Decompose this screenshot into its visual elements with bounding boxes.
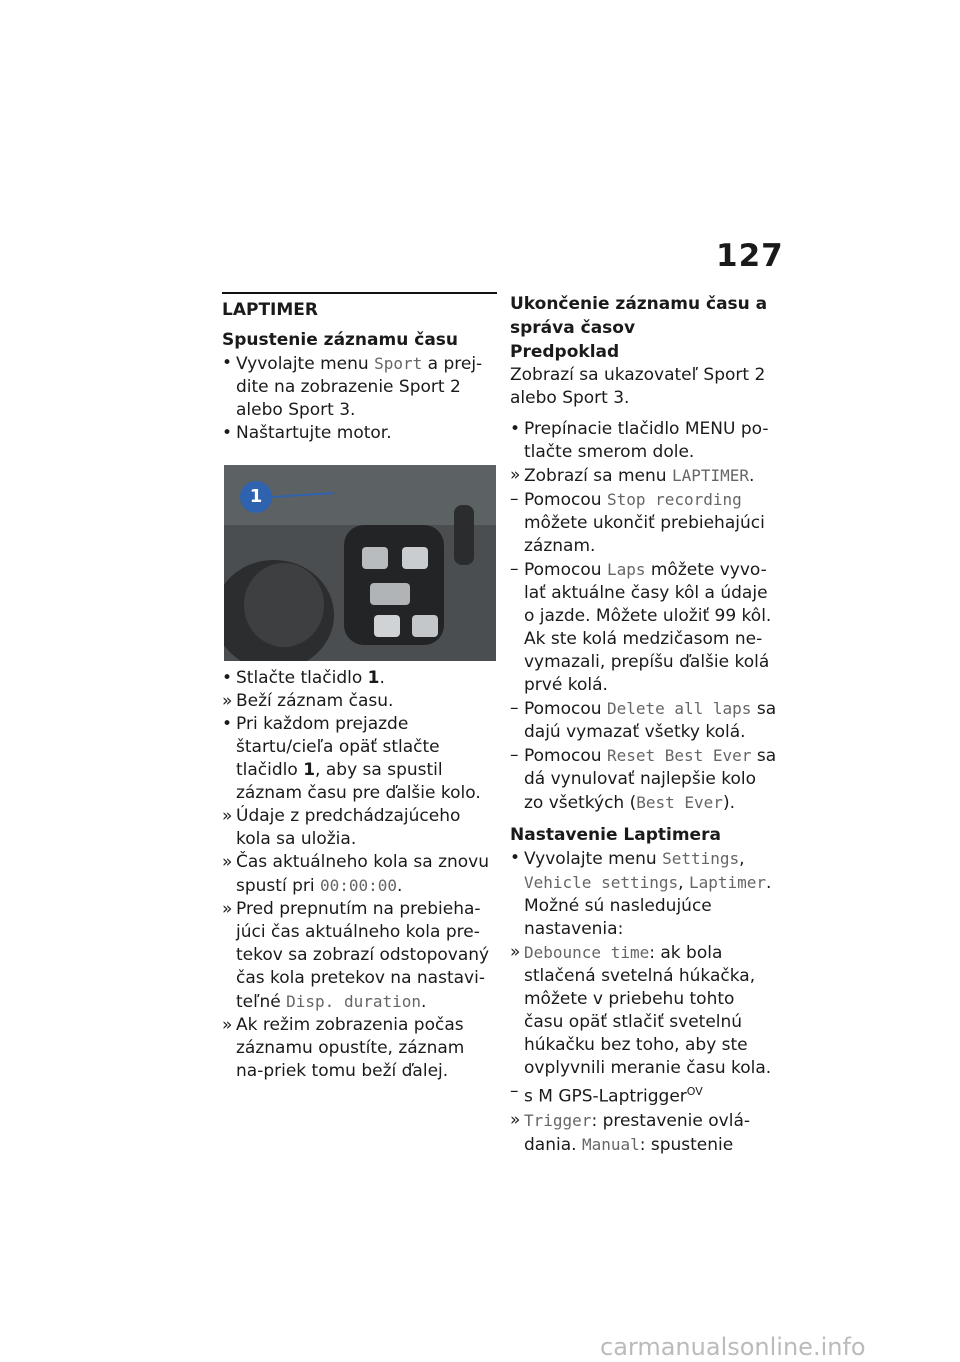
prerequisite-text: Zobrazí sa ukazovateľ Sport 2 alebo Sport 3. xyxy=(510,365,766,408)
page-number: 127 xyxy=(716,238,784,274)
list-item: – Pomocou Delete all laps sa dajú vymazať všetky kolá. xyxy=(510,698,777,742)
list-item: • Pri každom prejazde štartu/cieľa opäť stlačte tlačidlo 1, aby sa spustil záznam času pre ďalšie kolo. xyxy=(222,714,481,803)
list-item: • Vyvolajte menu Sport a prej-dite na zobrazenie Sport 2 alebo Sport 3. xyxy=(222,353,483,420)
list-item: » Ak režim zobrazenia počas záznamu opustíte, záznam na-priek tomu beží ďalej. xyxy=(222,1015,465,1081)
list-item: – Pomocou Laps môžete vyvo-lať aktuálne časy kôl a údaje o jazde. Môžete uložiť 99 kôl. Ak ste kolá medzičasom ne-vymazali, prepíšu ďalšie kolá prvé kolá. xyxy=(510,559,772,695)
right-column xyxy=(510,292,778,1157)
heading-laptimer-settings: Nastavenie Laptimera xyxy=(510,825,721,845)
heading-end-recording: Ukončenie záznamu času a správa časov xyxy=(510,294,768,338)
section-title: LAPTIMER xyxy=(222,300,318,320)
section-rule xyxy=(222,292,497,294)
list-item: – Pomocou Reset Best Ever sa dá vynulovať najlepšie kolo zo všetkých (Best Ever). xyxy=(510,745,777,813)
list-item: » Trigger: prestavenie ovlá-dania. Manual: spustenie xyxy=(510,1109,750,1155)
list-item: • Stlačte tlačidlo 1. xyxy=(222,668,385,688)
list-item: » Údaje z predchádzajúceho kola sa uložia. xyxy=(222,806,461,849)
list-item: • Vyvolajte menu Settings, Vehicle settings, Laptimer. Možné sú nasledujúce nastavenia: xyxy=(510,848,772,939)
subheading: Spustenie záznamu času xyxy=(222,330,459,350)
footer-watermark: carmanualsonline.info xyxy=(600,1333,866,1361)
heading-prerequisite: Predpoklad xyxy=(510,342,620,362)
list-item: • Naštartujte motor. xyxy=(222,423,392,443)
list-item: » Pred prepnutím na prebieha-júci čas aktuálneho kola pre-tekov sa zobrazí odstopovaný čas kola pretekov na nastavi-teľné Disp. duration. xyxy=(222,899,490,1012)
callout-1: 1 xyxy=(240,481,272,513)
left-column xyxy=(222,292,497,1083)
list-item: – s M GPS-Laptrigger$^{OV}$ xyxy=(510,1081,703,1107)
list-item: » Beží záznam času. xyxy=(222,691,394,711)
list-item: » Debounce time: ak bola stlačená svetelná húkačka, môžete v priebehu tohto času opäť stlačiť svetelnú húkačku bez toho, aby ste ovplyvnili meranie času kola. xyxy=(510,942,772,1078)
handlebar-switch-photo xyxy=(224,465,496,661)
list-item: • Prepínacie tlačidlo MENU po-tlačte smerom dole. xyxy=(510,419,769,462)
list-item: » Čas aktuálneho kola sa znovu spustí pri 00:00:00. xyxy=(222,852,489,896)
list-item: » Zobrazí sa menu LAPTIMER. xyxy=(510,465,755,486)
list-item: – Pomocou Stop recording môžete ukončiť prebiehajúci záznam. xyxy=(510,489,765,556)
